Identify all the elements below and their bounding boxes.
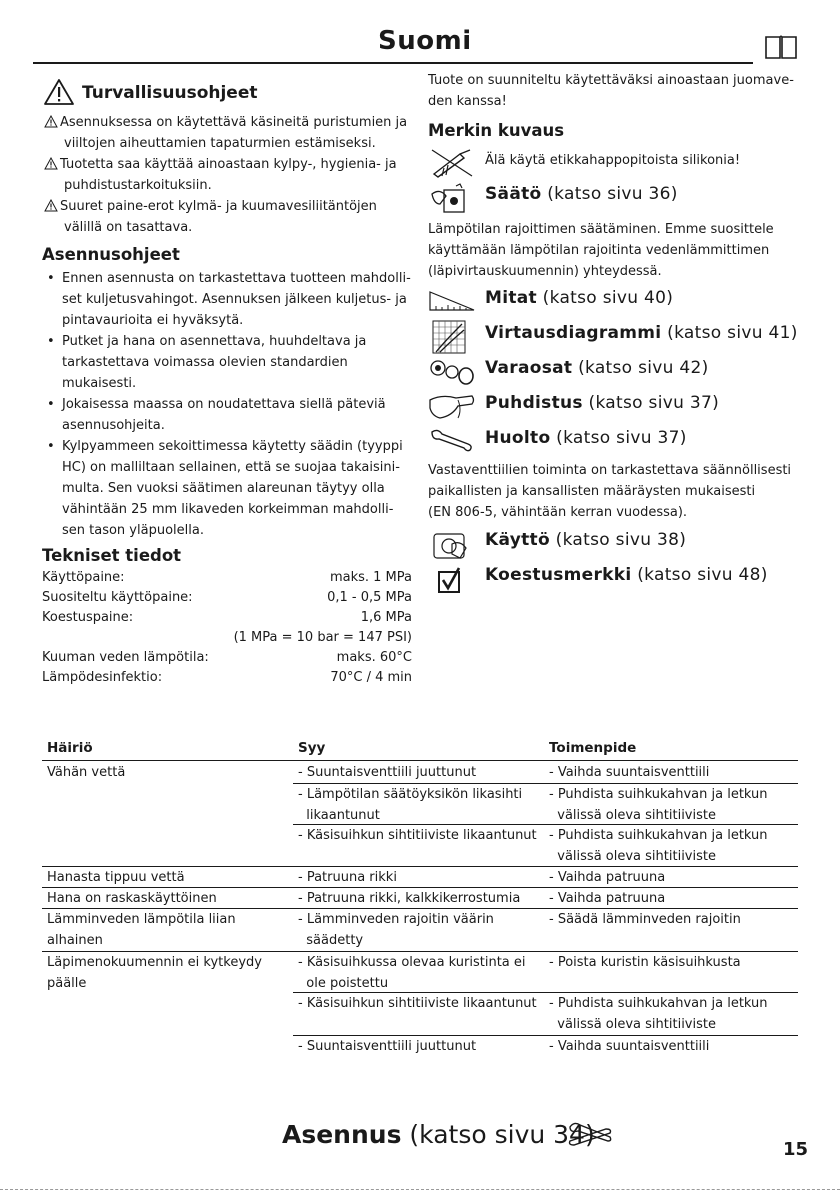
table-cell-line: välissä oleva sihtitiiviste [549,1017,716,1032]
table-cell-line: - Poista kuristin käsisuihkusta [549,955,741,970]
saato-text [428,219,800,282]
table-cell-cause [298,888,520,909]
bullet-icon: • [47,271,55,286]
huolto-ref: (katso sivu 37) [550,428,687,448]
huolto-line: (EN 806-5, vähintään kerran vuodessa). [428,505,688,520]
table-cell-cause [298,909,494,951]
table-cell-fault [47,909,236,951]
table-row-rule [42,866,798,867]
install-item-line: multa. Sen vuoksi säätimen alareunan täytyy olla [62,481,385,496]
table-cell-cause [298,993,537,1014]
table-cell-line: - Puhdista suihkukahvan ja letkun [549,828,768,843]
table-cell-action [549,867,665,888]
warning-small-icon [44,199,58,212]
install-item-line: pintavaurioita ei hyväksytä. [62,313,244,328]
table-cell-action [549,1036,709,1057]
tech-row [42,590,412,605]
table-cell-cause [298,1036,476,1057]
header-rule [33,62,753,64]
table-cell-line: - Säädä lämminveden rajoitin [549,912,741,927]
huolto-title-row [485,428,687,448]
tech-value: 1,6 MPa [360,610,412,625]
table-cell-line: ole poistettu [298,976,389,991]
operation-icon [430,528,470,562]
kaytto-title: Käyttö [485,530,550,550]
warning-small-icon [44,115,58,128]
install-heading: Asennusohjeet [42,245,180,264]
table-cell-line: välissä oleva sihtitiiviste [549,849,716,864]
varaosat-title-row [485,358,709,378]
huolto-line: Vastaventtiilien toiminta on tarkastettava säännöllisesti [428,463,792,478]
table-cell-line: Vähän vettä [47,765,126,780]
table-cell-cause [298,952,526,994]
table-cell-fault [47,762,125,783]
bullet-icon: • [47,397,55,412]
page-number: 15 [783,1139,809,1160]
saato-line: käyttämään lämpötilan rajoitinta vedenlämmittimen [428,243,770,258]
table-cell-action [549,888,665,909]
tech-value: maks. 1 MPa [329,570,412,585]
huolto-title: Huolto [485,428,551,448]
install-item-line: sen tason yläpuolella. [62,523,204,538]
safety-list [42,112,412,238]
intro-line: den kanssa! [428,94,507,109]
warning-small-icon [44,157,58,170]
install-item-line: set kuljetusvahingot. Asennuksen jälkeen kuljetus- ja [62,292,407,307]
install-item [42,268,412,331]
install-list [42,268,412,541]
saato-line: Lämpötilan rajoittimen säätäminen. Emme suosittele [428,222,774,237]
table-row-rule [293,992,798,993]
page-title: Suomi [378,26,472,56]
table-cell-line: Läpimenokuumennin ei kytkeydy [47,955,262,970]
koestus-title: Koestusmerkki [485,565,632,585]
tech-label: Suositeltu käyttöpaine: [42,590,193,605]
table-cell-action [549,993,768,1035]
koestus-ref: (katso sivu 48) [631,565,768,585]
safety-item-line: puhdistustarkoituksiin. [64,178,212,193]
tech-heading: Tekniset tiedot [42,546,182,565]
install-item [42,331,412,394]
table-cell-line: Lämminveden lämpötila liian [47,912,236,927]
safety-item [42,154,412,196]
koestus-title-row [485,565,768,585]
safety-item-line: välillä on tasattava. [64,220,193,235]
install-item-line: Jokaisessa maassa on noudatettava siellä päteviä [62,397,386,412]
table-cell-cause [298,867,397,888]
tech-label: Koestuspaine: [42,610,134,625]
table-cell-action [549,825,768,867]
table-cell-line: välissä oleva sihtitiiviste [549,808,716,823]
safety-item-line: Tuotetta saa käyttää ainoastaan kylpy-, hygienia- ja [60,157,397,172]
install-item-line: vähintään 25 mm likaveden korkeimman mahdolli- [62,502,394,517]
puhdistus-title: Puhdistus [485,393,583,413]
tech-value: maks. 60°C [336,650,412,665]
install-item-line: Kylpyammeen sekoittimessa käytetty säädin (tyyppi [62,439,403,454]
safety-heading: Turvallisuusohjeet [82,83,258,103]
table-row-rule [42,908,798,909]
table-cell-cause [298,825,537,846]
safety-item [42,196,412,238]
virtaus-ref: (katso sivu 41) [661,323,798,343]
table-header-rule [42,760,798,761]
bullet-icon: • [47,439,55,454]
table-row-rule [42,951,798,952]
book-icon [764,34,798,60]
kaytto-title-row [485,530,686,550]
wrench-icon [428,428,474,452]
varaosat-ref: (katso sivu 42) [572,358,709,378]
table-cell-cause [298,784,522,826]
footer-title: Asennus [282,1120,402,1149]
tech-row [42,570,412,585]
table-cell-line: Hana on raskaskäyttöinen [47,891,217,906]
table-cell-line: - Suuntaisventtiili juuttunut [298,1039,477,1054]
warning-icon [43,78,75,106]
ruler-icon [428,288,476,312]
virtaus-title-row [485,323,798,343]
trouble-header-fault: Häiriö [47,740,93,756]
table-cell-line: - Vaihda patruuna [549,870,666,885]
safety-item-line: viiltojen aiheuttamien tapaturmien estämiseksi. [64,136,376,151]
saato-title: Säätö [485,184,542,204]
table-cell-line: - Käsisuihkun sihtitiiviste likaantunut [298,996,537,1011]
merkin-heading: Merkin kuvaus [428,121,565,140]
tech-row [42,670,412,685]
table-cell-line: - Käsisuihkussa olevaa kuristinta ei [298,955,526,970]
install-item [42,436,412,541]
footer-title-row [282,1120,595,1149]
footer-ref: (katso sivu 34) [401,1120,595,1149]
install-item-line: HC) on malliltaan sellainen, että se suojaa takaisini- [62,460,400,475]
table-cell-action [549,952,741,973]
table-cell-line: - Patruuna rikki [298,870,397,885]
table-cell-line: - Lämminveden rajoitin väärin [298,912,494,927]
spare-parts-icon [428,356,476,386]
tech-label: Käyttöpaine: [42,570,125,585]
tech-label: Kuuman veden lämpötila: [42,650,209,665]
virtaus-title: Virtausdiagrammi [485,323,662,343]
huolto-text [428,460,808,523]
table-cell-line: Hanasta tippuu vettä [47,870,185,885]
table-cell-line: säädetty [298,933,364,948]
tech-value: 0,1 - 0,5 MPa [327,590,412,605]
kaytto-ref: (katso sivu 38) [549,530,687,550]
table-cell-line: alhainen [47,933,103,948]
mitat-title: Mitat [485,288,537,308]
table-cell-action [549,784,768,826]
tech-row [42,610,412,625]
flow-diagram-icon [432,320,466,354]
crop-line [0,1189,840,1190]
safety-item-line: Asennuksessa on käytettävä käsineitä puristumien ja [60,115,408,130]
tech-label: Lämpödesinfektio: [42,670,163,685]
puhdistus-ref: (katso sivu 37) [582,393,720,413]
mitat-title-row [485,288,673,308]
intro-text [428,70,800,112]
table-cell-fault [47,888,217,909]
varaosat-title: Varaosat [485,358,573,378]
table-cell-action [549,762,709,783]
table-cell-line: - Patruuna rikki, kalkkikerrostumia [298,891,521,906]
table-cell-line: - Puhdista suihkukahvan ja letkun [549,996,768,1011]
mitat-ref: (katso sivu 40) [536,288,674,308]
tech-row [42,650,412,665]
saato-title-row [485,184,678,204]
trouble-header-cause: Syy [298,740,326,756]
saato-line: (läpivirtauskuumennin) yhteydessä. [428,264,662,279]
tech-value: 70°C / 4 min [330,670,412,685]
bullet-icon: • [47,334,55,349]
table-row-rule [293,1035,798,1036]
install-item-line: Ennen asennusta on tarkastettava tuotteen mahdolli- [62,271,411,286]
table-cell-line: päälle [47,976,87,991]
install-item-line: Putket ja hana on asennettava, huuhdeltava ja [62,334,367,349]
table-row-rule [42,887,798,888]
table-cell-line: - Vaihda patruuna [549,891,666,906]
table-cell-line: - Suuntaisventtiili juuttunut [298,765,477,780]
table-cell-fault [47,867,185,888]
table-row-rule [293,783,798,784]
tech-value: (1 MPa = 10 bar = 147 PSI) [233,630,412,645]
saato-ref: (katso sivu 36) [541,184,678,204]
install-item [42,394,412,436]
tools-icon [566,1119,614,1149]
table-cell-fault [47,952,262,994]
install-item-line: mukaisesti. [62,376,137,391]
puhdistus-title-row [485,393,719,413]
safety-item-line: Suuret paine-erot kylmä- ja kuumavesiliitäntöjen [60,199,377,214]
cleaning-hand-icon [428,390,476,424]
silicone-note: Älä käytä etikkahappopitoista silikonia! [485,153,741,168]
table-cell-action [549,909,741,930]
table-cell-line: - Vaihda suuntaisventtiili [549,1039,710,1054]
huolto-line: paikallisten ja kansallisten määräysten mukaisesti [428,484,756,499]
trouble-header-action: Toimenpide [549,740,637,756]
table-cell-line: - Puhdista suihkukahvan ja letkun [549,787,768,802]
table-cell-line: - Lämpötilan säätöyksikön likasihti [298,787,523,802]
table-cell-line: likaantunut [298,808,380,823]
table-row-rule [293,824,798,825]
silicone-gun-icon [430,148,474,178]
table-cell-line: - Vaihda suuntaisventtiili [549,765,710,780]
table-cell-line: - Käsisuihkun sihtitiiviste likaantunut [298,828,537,843]
install-item-line: tarkastettava voimassa olevien standardien [62,355,348,370]
table-cell-cause [298,762,476,783]
adjustment-icon [430,182,470,216]
safety-item [42,112,412,154]
checkmark-box-icon [437,566,463,594]
install-item-line: asennusohjeita. [62,418,165,433]
intro-line: Tuote on suunniteltu käytettäväksi ainoastaan juomave- [428,73,794,88]
